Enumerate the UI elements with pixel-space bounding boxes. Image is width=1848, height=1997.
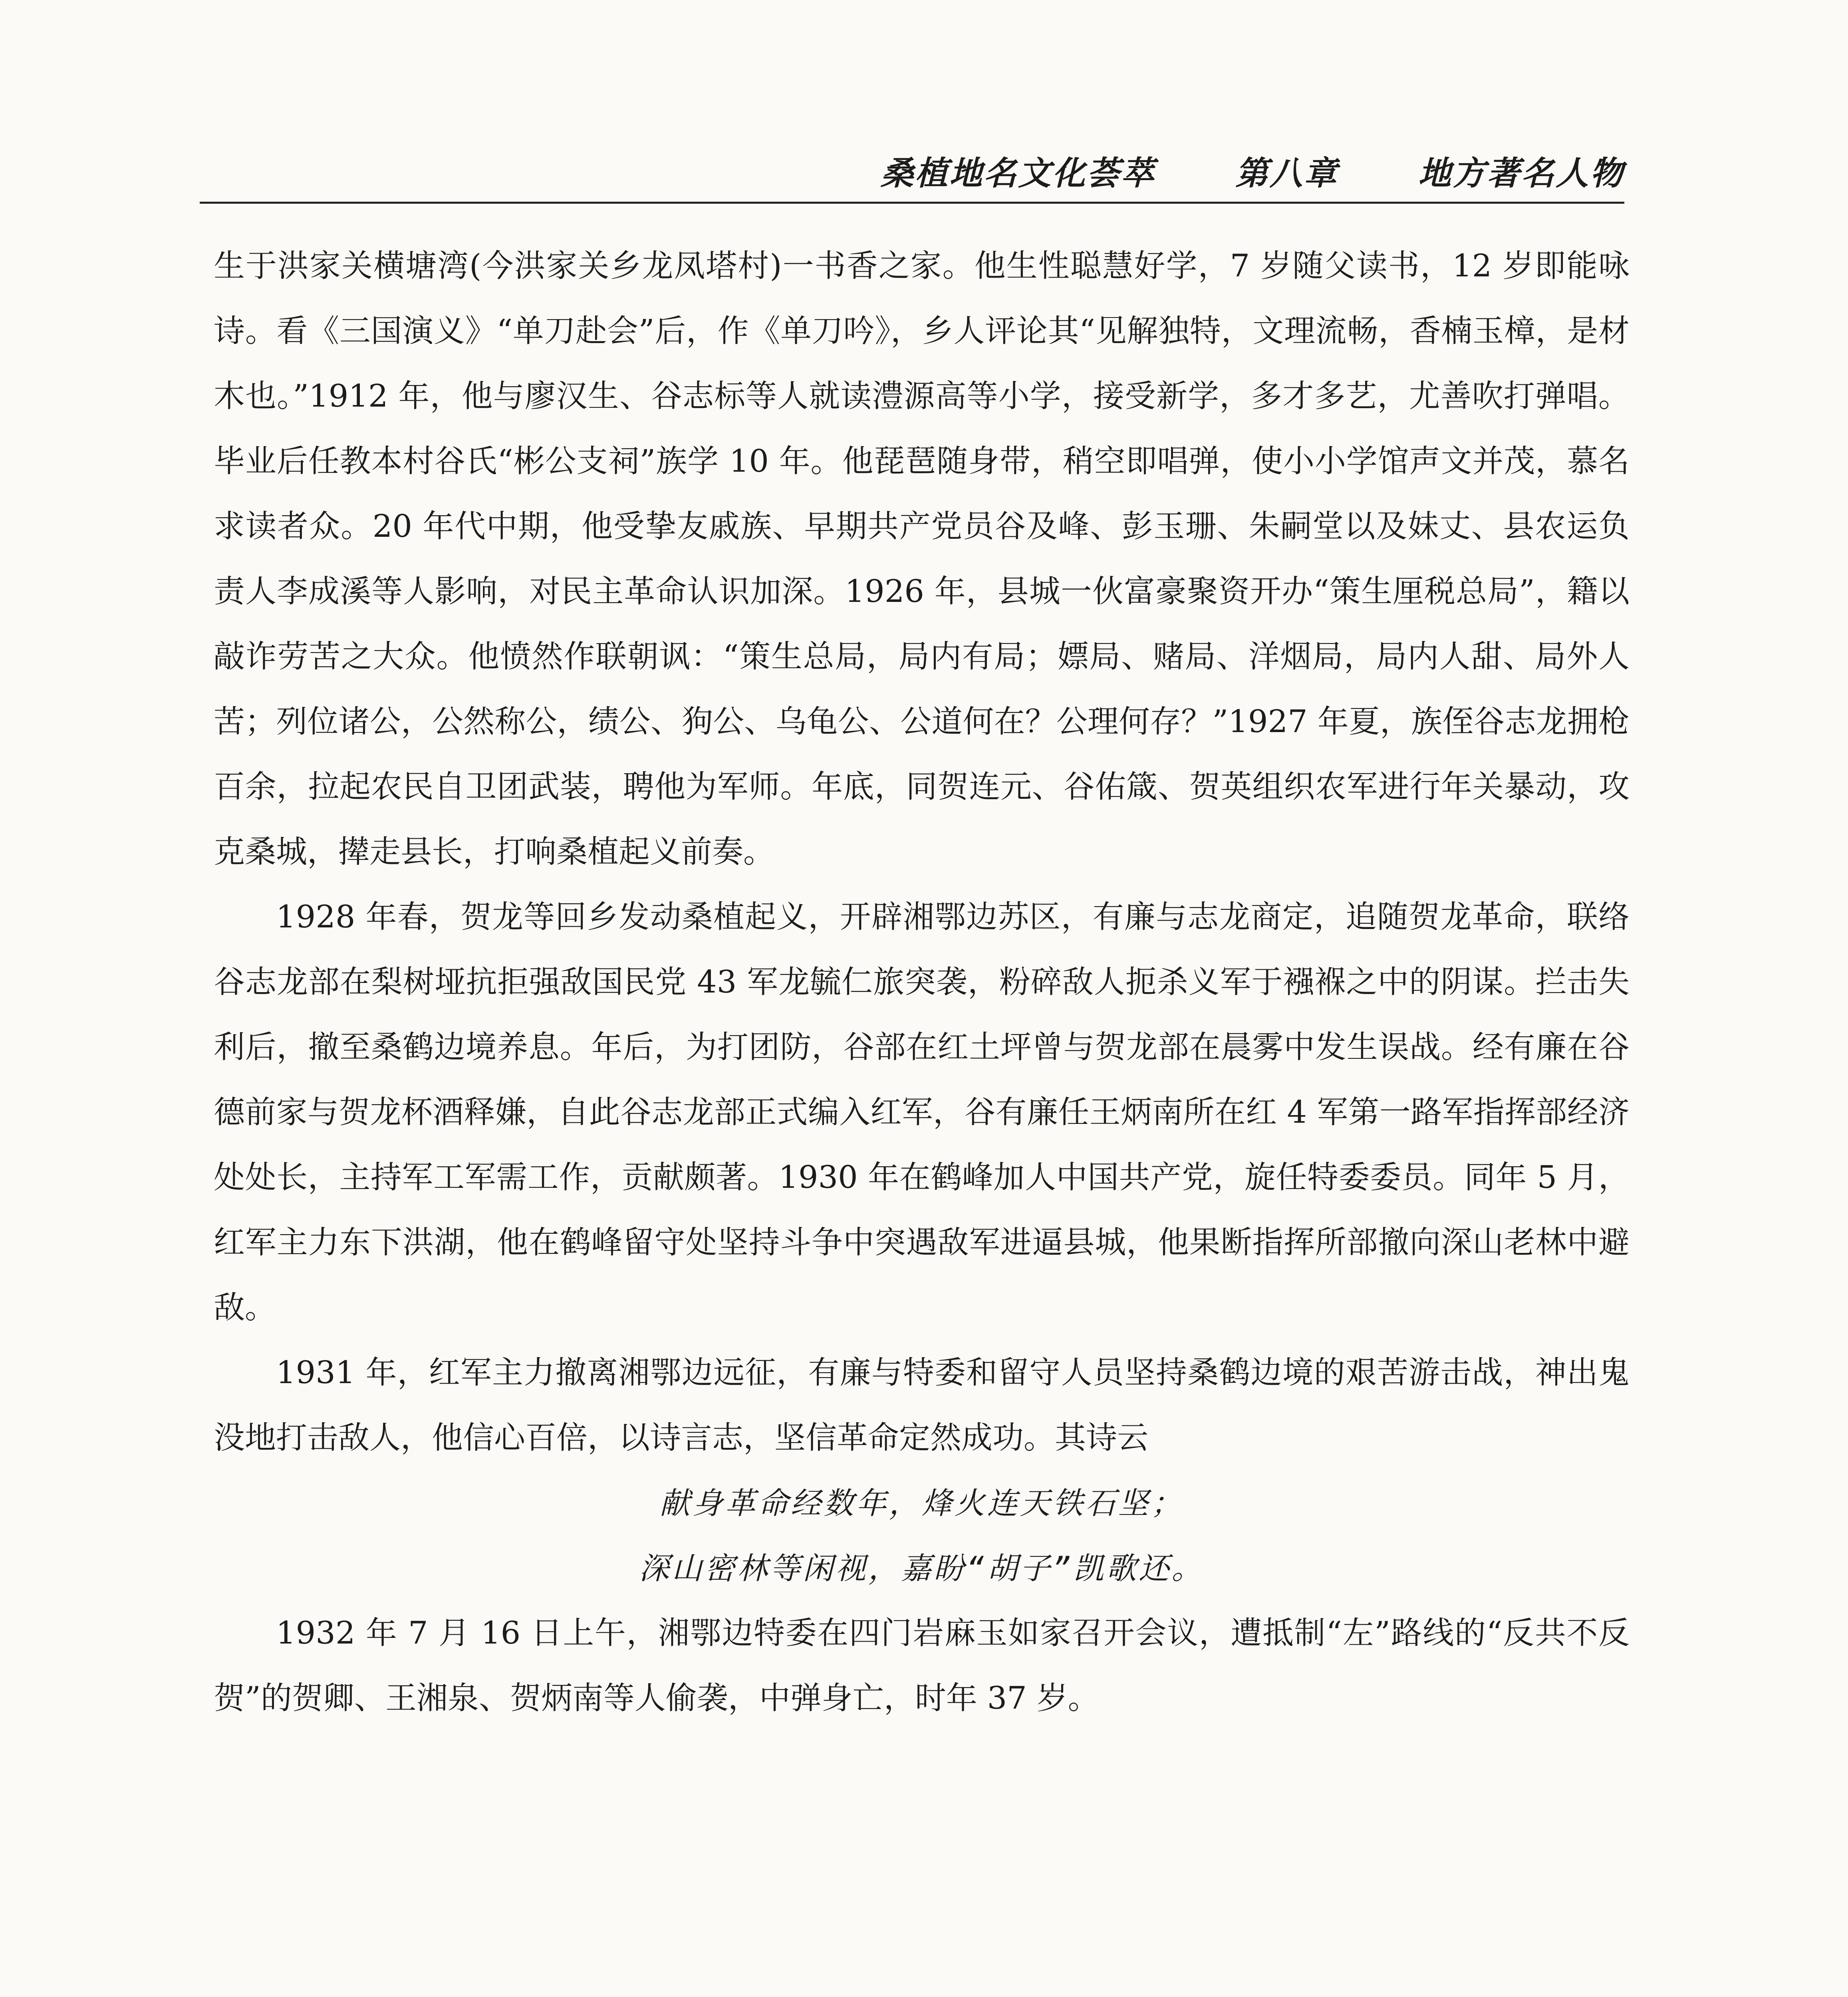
paragraph: 1928 年春，贺龙等回乡发动桑植起义，开辟湘鄂边苏区，有廉与志龙商定，追随贺龙革命，联络谷志龙部在梨树垭抗拒强敌国民党 43 军龙毓仁旅突袭，粉碎敌人扼杀义军于襁褓之中的阴谋。拦击失利后，撤至桑鹤边境养息。年后，为打团防，谷部在红土坪曾与贺龙部在晨雾中发生误战。经有廉在谷德前家与贺龙杯酒释嫌，自此谷志龙部正式编入红军，谷有廉任王炳南所在红 4 军第一路军指挥部经济处处长，主持军工军需工作，贡献颇著。1930 年在鹤峰加人中国共产党，旋任特委委员。同年 5 月，红军主力东下洪湖，他在鹤峰留守处坚持斗争中突遇敌军进逼县城，他果断指挥所部撤向深山老林中避敌。	[214, 899, 1630, 1326]
header-rule	[200, 202, 1624, 204]
body-text	[214, 234, 1630, 1731]
poem-line: 深山密林等闲视，嘉盼“胡子”凯歌还。	[639, 1550, 1205, 1586]
book-title: 桑植地名文化荟萃	[881, 155, 1155, 193]
paragraph: 1931 年，红军主力撤离湘鄂边远征，有廉与特委和留守人员坚持桑鹤边境的艰苦游击战，神出鬼没地打击敌人，他信心百倍，以诗言志，坚信革命定然成功。其诗云	[214, 1355, 1630, 1456]
section-title: 地方著名人物	[1418, 155, 1624, 193]
paragraph: 生于洪家关横塘湾(今洪家关乡龙凤塔村)一书香之家。他生性聪慧好学，7 岁随父读书，12 岁即能咏诗。看《三国演义》“单刀赴会”后，作《单刀吟》，乡人评论其“见解独特，文理流畅，香楠玉樟，是材木也。”1912 年，他与廖汉生、谷志标等人就读澧源高等小学，接受新学，多才多艺，尤善吹打弹唱。毕业后任教本村谷氏“彬公支祠”族学 10 年。他琵琶随身带，稍空即唱弹，使小小学馆声文并茂，慕名求读者众。20 年代中期，他受挚友戚族、早期共产党员谷及峰、彭玉珊、朱嗣堂以及妹丈、县农运负责人李成溪等人影响，对民主革命认识加深。1926 年，县城一伙富豪聚资开办“策生厘税总局”，籍以敲诈劳苦之大众。他愤然作联朝讽：“策生总局，局内有局；嫖局、赌局、洋烟局，局内人甜、局外人苦；列位诸公，公然称公，绩公、狗公、乌龟公、公道何在？公理何存？”1927 年夏，族侄谷志龙拥枪百余，拉起农民自卫团武装，聘他为军师。年底，同贺连元、谷佑箴、贺英组织农军进行年关暴动，攻克桑城，撵走县长，打响桑植起义前奏。	[214, 248, 1630, 870]
poem-line: 献身革命经数年，烽火连天铁石坚；	[659, 1485, 1184, 1521]
paragraph: 1932 年 7 月 16 日上午，湘鄂边特委在四门岩麻玉如家召开会议，遭抵制“左”路线的“反共不反贺”的贺卿、王湘泉、贺炳南等人偷袭，中弹身亡，时年 37 岁。	[214, 1615, 1630, 1716]
chapter-label: 第八章	[1235, 155, 1338, 193]
running-header	[200, 148, 1624, 200]
